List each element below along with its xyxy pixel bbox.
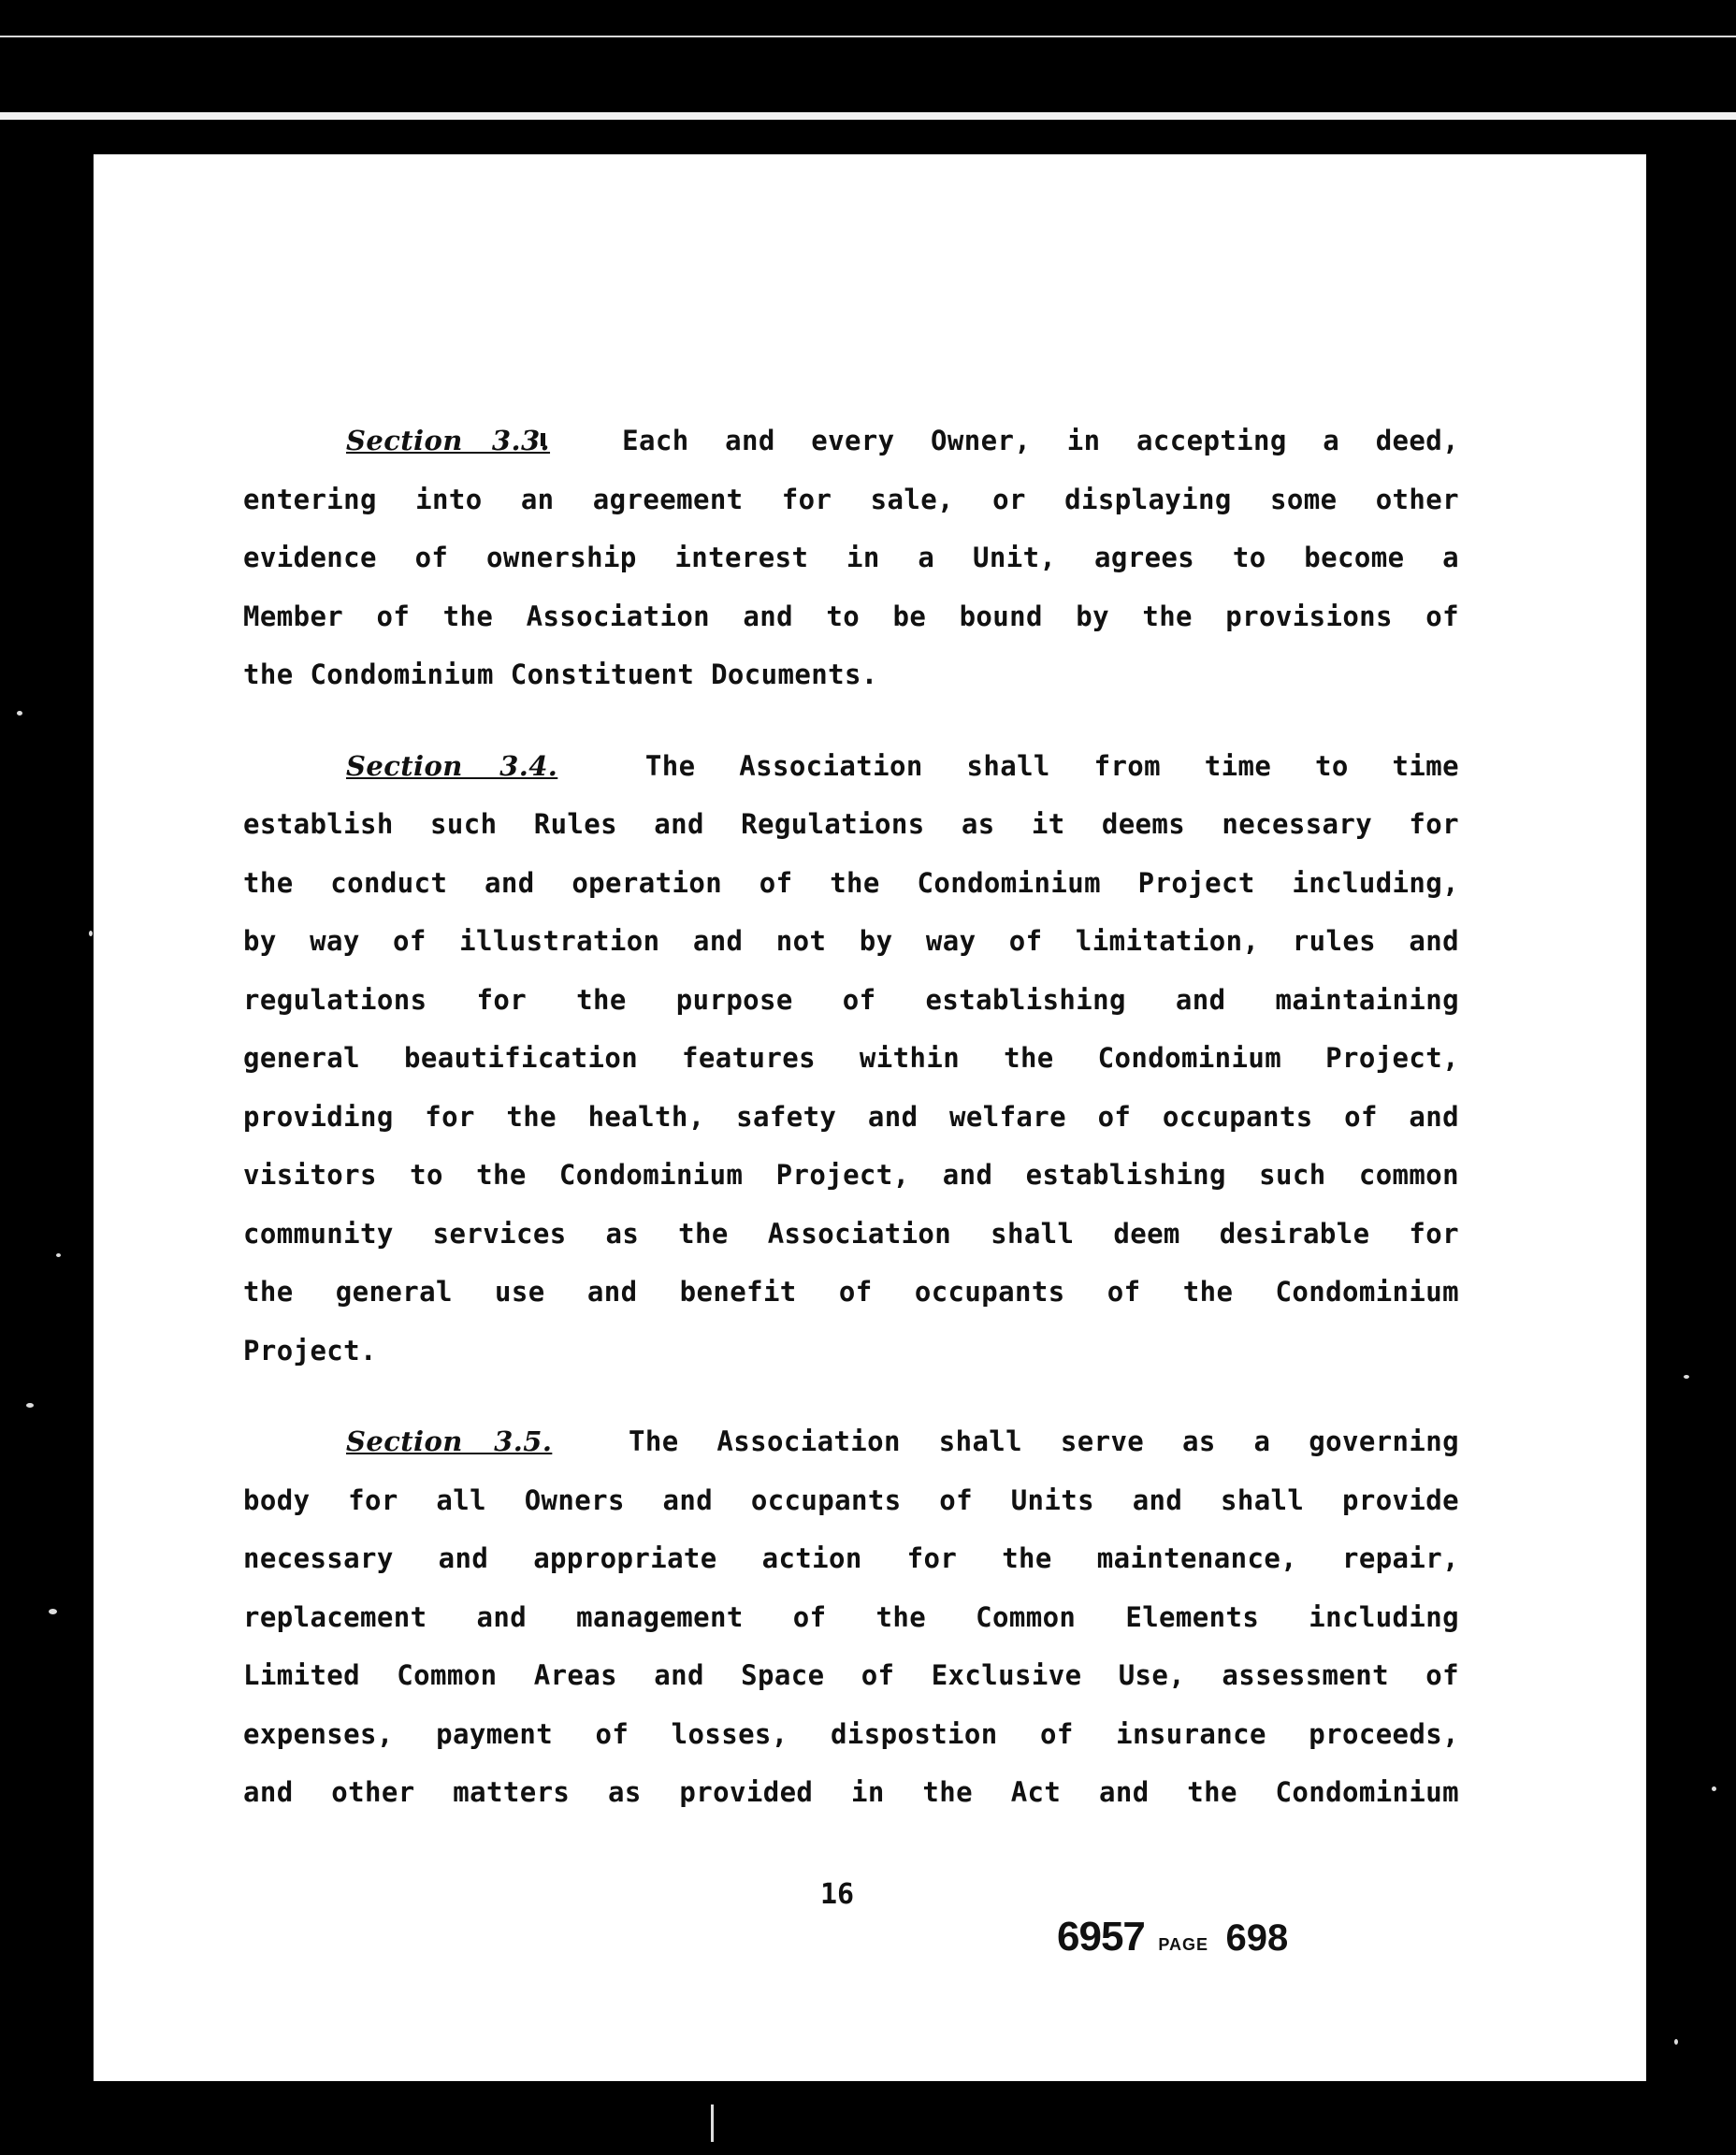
paragraph-line: community services as the Association shall deem desirable for bbox=[243, 1217, 1459, 1250]
paragraph-line: Section 3.4. The Association shall from time to time bbox=[346, 749, 1459, 782]
scan-noise bbox=[711, 2104, 714, 2142]
paragraph-line: Project. bbox=[243, 1334, 377, 1367]
section-3-3 bbox=[243, 412, 1459, 704]
scan-noise bbox=[56, 1253, 61, 1257]
paragraph-line: expenses, payment of losses, dispostion of insurance proceeds, bbox=[243, 1717, 1459, 1750]
scan-noise bbox=[89, 931, 93, 936]
paragraph-line: entering into an agreement for sale, or displaying some other bbox=[243, 483, 1459, 515]
paragraph-line: Limited Common Areas and Space of Exclusive Use, assessment of bbox=[243, 1659, 1459, 1691]
section-label: Section 3.3. bbox=[346, 425, 551, 456]
section-3-5 bbox=[243, 1412, 1459, 1822]
scan-noise bbox=[1674, 2039, 1678, 2045]
paragraph-line: Section 3.3. Each and every Owner, in accepting a deed, bbox=[346, 425, 1459, 456]
page-label: PAGE bbox=[1158, 1935, 1209, 1954]
section-label: Section 3.5. bbox=[346, 1425, 553, 1457]
paragraph-line: general beautification features within the Condominium Project, bbox=[243, 1042, 1459, 1074]
paragraph-line: Member of the Association and to be bound by the provisions of bbox=[243, 600, 1459, 632]
scan-noise bbox=[17, 711, 22, 716]
paragraph-line: by way of illustration and not by way of limitation, rules and bbox=[243, 925, 1459, 957]
paragraph-line: establish such Rules and Regulations as it deems necessary for bbox=[243, 808, 1459, 840]
book-number: 6957 bbox=[1057, 1914, 1145, 1960]
paragraph-line: evidence of ownership interest in a Unit, agrees to become a bbox=[243, 542, 1459, 573]
paragraph-line: providing for the health, safety and welfare of occupants of and bbox=[243, 1100, 1459, 1133]
paragraph-line: necessary and appropriate action for the maintenance, repair, bbox=[243, 1542, 1459, 1574]
scan-noise bbox=[1684, 1375, 1689, 1379]
stamp-page-number: 698 bbox=[1225, 1917, 1289, 1959]
scan-noise bbox=[1712, 1786, 1716, 1791]
paragraph-line: the Condominium Constituent Documents. bbox=[243, 658, 878, 690]
section-label: Section 3.4. bbox=[346, 749, 558, 782]
paragraph-line: the general use and benefit of occupants of the Condominium bbox=[243, 1276, 1459, 1308]
scan-top-rule bbox=[0, 36, 1736, 37]
paragraph-line: Section 3.5. The Association shall serve as a governing bbox=[346, 1425, 1459, 1457]
scan-noise bbox=[26, 1403, 34, 1408]
scan-border-rule bbox=[0, 112, 1736, 120]
page-number: 16 bbox=[819, 1878, 855, 1911]
recording-stamp bbox=[1057, 1914, 1338, 1970]
paragraph-line: the conduct and operation of the Condominium Project including, bbox=[243, 866, 1459, 899]
section-3-4 bbox=[243, 737, 1459, 1381]
paragraph-line: replacement and management of the Common Elements including bbox=[243, 1600, 1459, 1633]
document-body bbox=[243, 412, 1459, 1822]
paragraph-line: visitors to the Condominium Project, and establishing such common bbox=[243, 1159, 1459, 1191]
scan-noise bbox=[49, 1609, 57, 1614]
paragraph-line: and other matters as provided in the Act and the Condominium bbox=[243, 1776, 1459, 1808]
paragraph-line: regulations for the purpose of establishing and maintaining bbox=[243, 983, 1459, 1016]
paragraph-line: body for all Owners and occupants of Units and shall provide bbox=[243, 1483, 1459, 1516]
